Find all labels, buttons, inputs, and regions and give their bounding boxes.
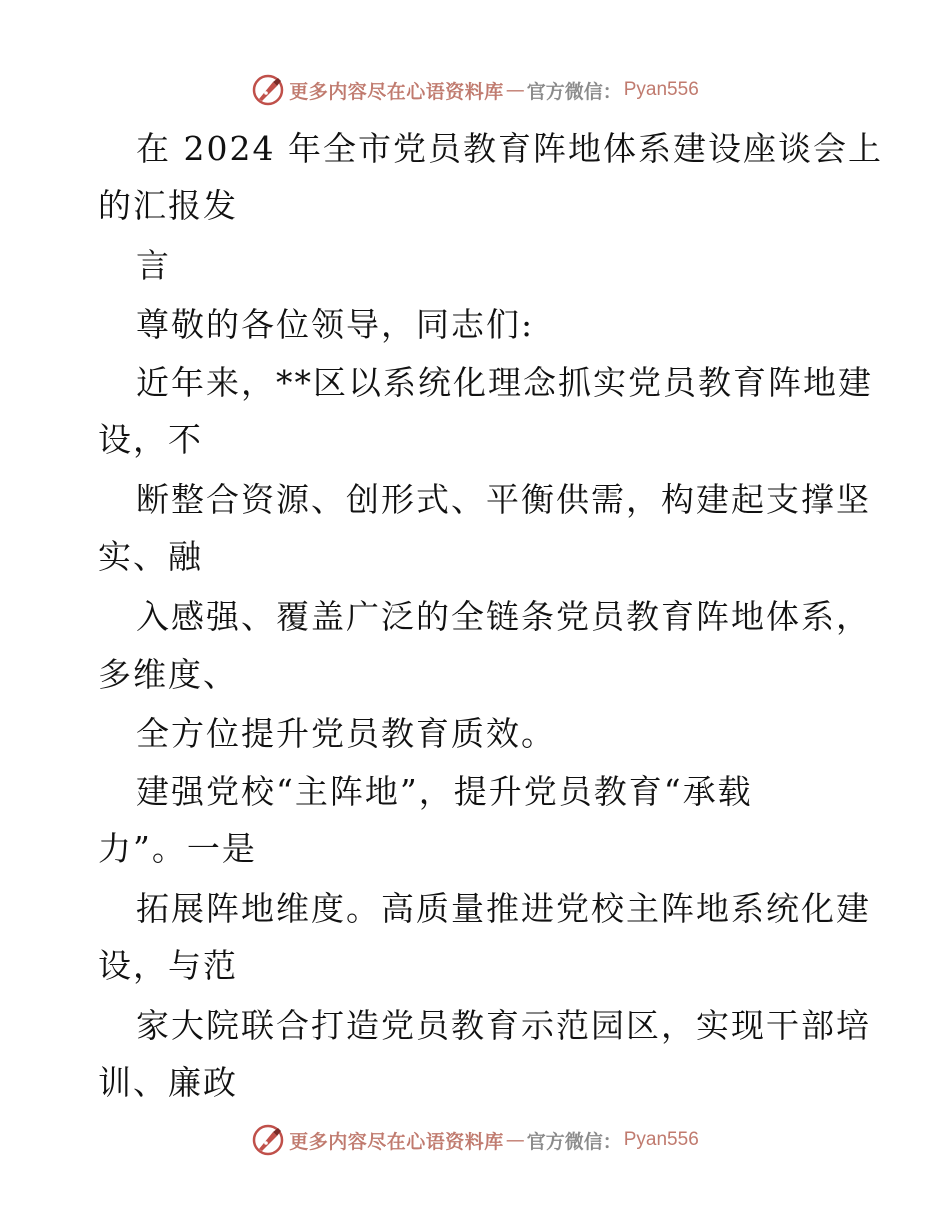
header-watermark bbox=[0, 72, 950, 108]
doc-title-line-1: 在 2024 年全市党员教育阵地体系建设座谈会上 bbox=[136, 129, 883, 168]
doc-paragraph-line: 全方位提升党员教育质效。 bbox=[136, 714, 556, 753]
doc-title-line-2: 的汇报发 bbox=[98, 186, 238, 225]
doc-title-line-3: 言 bbox=[136, 246, 171, 285]
doc-paragraph-line: 设，不 bbox=[98, 420, 203, 459]
watermark-brand-text: 更多内容尽在心语资料库 bbox=[289, 80, 504, 103]
doc-paragraph-line: 实、融 bbox=[98, 537, 203, 576]
watermark-official-text: 官方微信： bbox=[526, 80, 622, 103]
watermark-official-text: 官方微信： bbox=[526, 1130, 622, 1153]
watermark-separator: — bbox=[505, 1129, 525, 1151]
footer-watermark bbox=[0, 1122, 950, 1158]
doc-paragraph-line: 力”。一是 bbox=[98, 829, 257, 868]
doc-paragraph-line: 断整合资源、创形式、平衡供需，构建起支撑坚 bbox=[136, 480, 871, 519]
doc-paragraph-line: 家大院联合打造党员教育示范园区，实现干部培 bbox=[136, 1006, 871, 1045]
doc-paragraph-line: 近年来，**区以系统化理念抓实党员教育阵地建 bbox=[136, 363, 873, 402]
pen-nib-logo-icon bbox=[251, 73, 285, 107]
doc-paragraph-line: 训、廉政 bbox=[98, 1063, 238, 1102]
doc-paragraph-line: 建强党校“主阵地”，提升党员教育“承载 bbox=[136, 772, 753, 811]
pen-nib-logo-icon bbox=[251, 1123, 285, 1157]
doc-paragraph-line: 拓展阵地维度。高质量推进党校主阵地系统化建 bbox=[136, 889, 871, 928]
doc-salutation: 尊敬的各位领导，同志们: bbox=[136, 305, 535, 344]
watermark-brand-text: 更多内容尽在心语资料库 bbox=[289, 1130, 504, 1153]
watermark-separator: — bbox=[505, 79, 525, 101]
watermark-wechat-id: Pyan556 bbox=[623, 79, 699, 100]
doc-paragraph-line: 多维度、 bbox=[98, 655, 238, 694]
doc-paragraph-line: 入感强、覆盖广泛的全链条党员教育阵地体系， bbox=[136, 597, 871, 636]
doc-paragraph-line: 设，与范 bbox=[98, 946, 238, 985]
watermark-wechat-id: Pyan556 bbox=[623, 1129, 699, 1150]
